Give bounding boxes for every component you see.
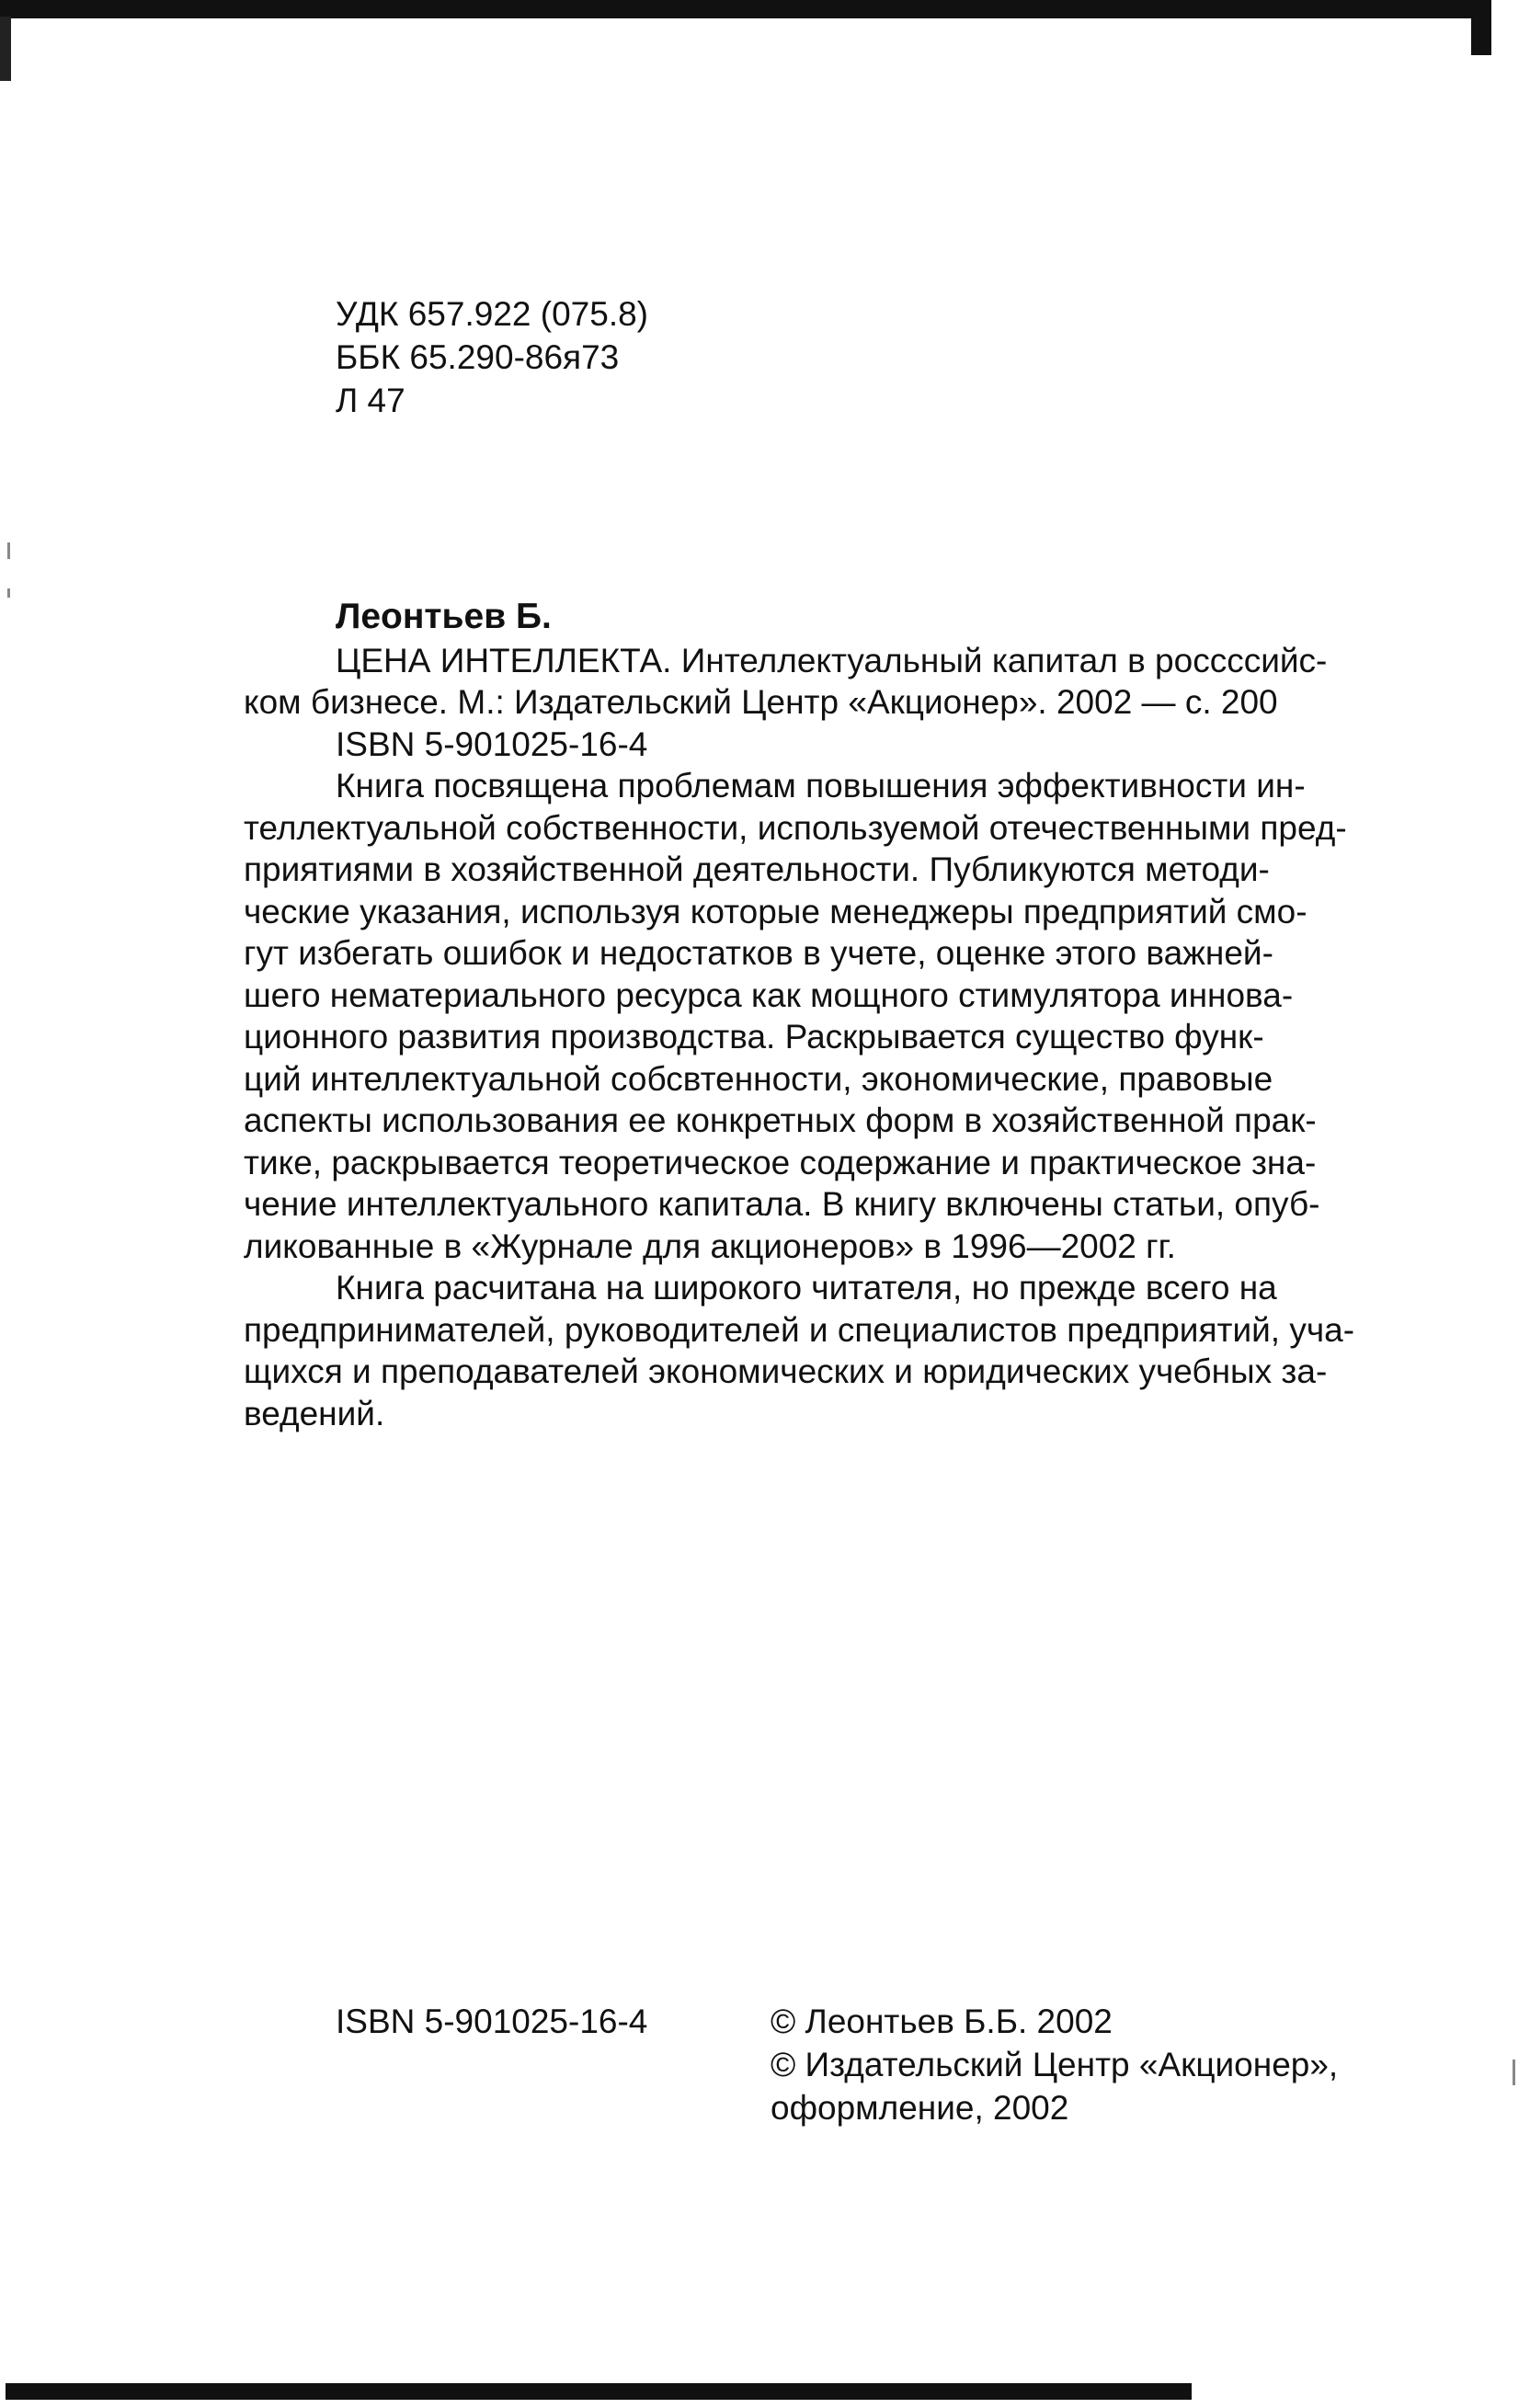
audience-line: предпринимателей, руководителей и специалистов предприятий, уча- [244, 1310, 1355, 1349]
author-name: Леонтьев Б. [336, 597, 552, 636]
annotation-line: Книга посвящена проблемам повышения эффективности ин- [336, 767, 1306, 805]
annotation-line: ческие указания, используя которые менеджеры предприятий смо- [244, 892, 1307, 930]
scan-border-top [0, 0, 1485, 18]
copyright-publisher: © Издательский Центр «Акционер», [771, 2046, 1339, 2083]
annotation-line: гут избегать ошибок и недостатков в учете, оценке этого важней- [244, 934, 1273, 972]
audience-line: Книга расчитана на широкого читателя, но прежде всего на [336, 1269, 1277, 1307]
annotation [244, 765, 1365, 1267]
footer-isbn: ISBN 5-901025-16-4 [336, 2003, 648, 2040]
copyright-block [771, 2000, 1338, 2129]
bbk-code: ББК 65.290-86я73 [336, 338, 620, 376]
copyright-author: © Леонтьев Б.Б. 2002 [771, 2003, 1113, 2040]
audience-line: ведений. [244, 1394, 385, 1432]
scan-speck [7, 542, 10, 559]
scan-border-bottom [6, 2383, 1192, 2400]
udk-code: УДК 657.922 (075.8) [336, 295, 648, 333]
annotation-line: тике, раскрывается теоретическое содержание и практическое зна- [244, 1143, 1317, 1181]
annotation-line: шего нематериального ресурса как мощного стимулятора иннова- [244, 976, 1294, 1014]
bibliographic-description [244, 640, 1365, 1435]
copyright-design: оформление, 2002 [771, 2089, 1069, 2127]
classification-block [336, 292, 648, 422]
annotation-line: ционного развития производства. Раскрывается существо функ- [244, 1018, 1264, 1056]
annotation-line: аспекты использования ее конкретных форм в хозяйственной прак- [244, 1101, 1317, 1139]
author-mark: Л 47 [336, 382, 405, 419]
annotation-line: чение интеллектуального капитала. В книгу включены статьи, опуб- [244, 1185, 1320, 1223]
scan-speck [1513, 2060, 1515, 2085]
bibliographic-line: ЦЕНА ИНТЕЛЛЕКТА. Интеллектуальный капитал в россcсийс- [336, 641, 1328, 679]
bibliographic-record [244, 596, 1457, 1434]
bibliographic-line: ком бизнесе. М.: Издательский Центр «Акционер». 2002 — с. 200 [244, 683, 1278, 721]
scan-border-left [0, 17, 11, 81]
annotation-line: приятиями в хозяйственной деятельности. Публикуются методи- [244, 850, 1270, 888]
annotation-line: теллектуальной собственности, используемой отечественными пред- [244, 808, 1347, 847]
annotation-line: ций интеллектуальной собсвтенности, экономические, правовые [244, 1059, 1273, 1098]
audience-note [244, 1267, 1365, 1434]
scan-speck [7, 588, 10, 598]
audience-line: щихся и преподавателей экономических и юридических учебных за- [244, 1352, 1328, 1390]
isbn-line: ISBN 5-901025-16-4 [336, 725, 648, 763]
annotation-line: ликованные в «Журнале для акционеров» в 1996—2002 гг. [244, 1227, 1176, 1265]
scan-border-corner [1471, 0, 1491, 55]
